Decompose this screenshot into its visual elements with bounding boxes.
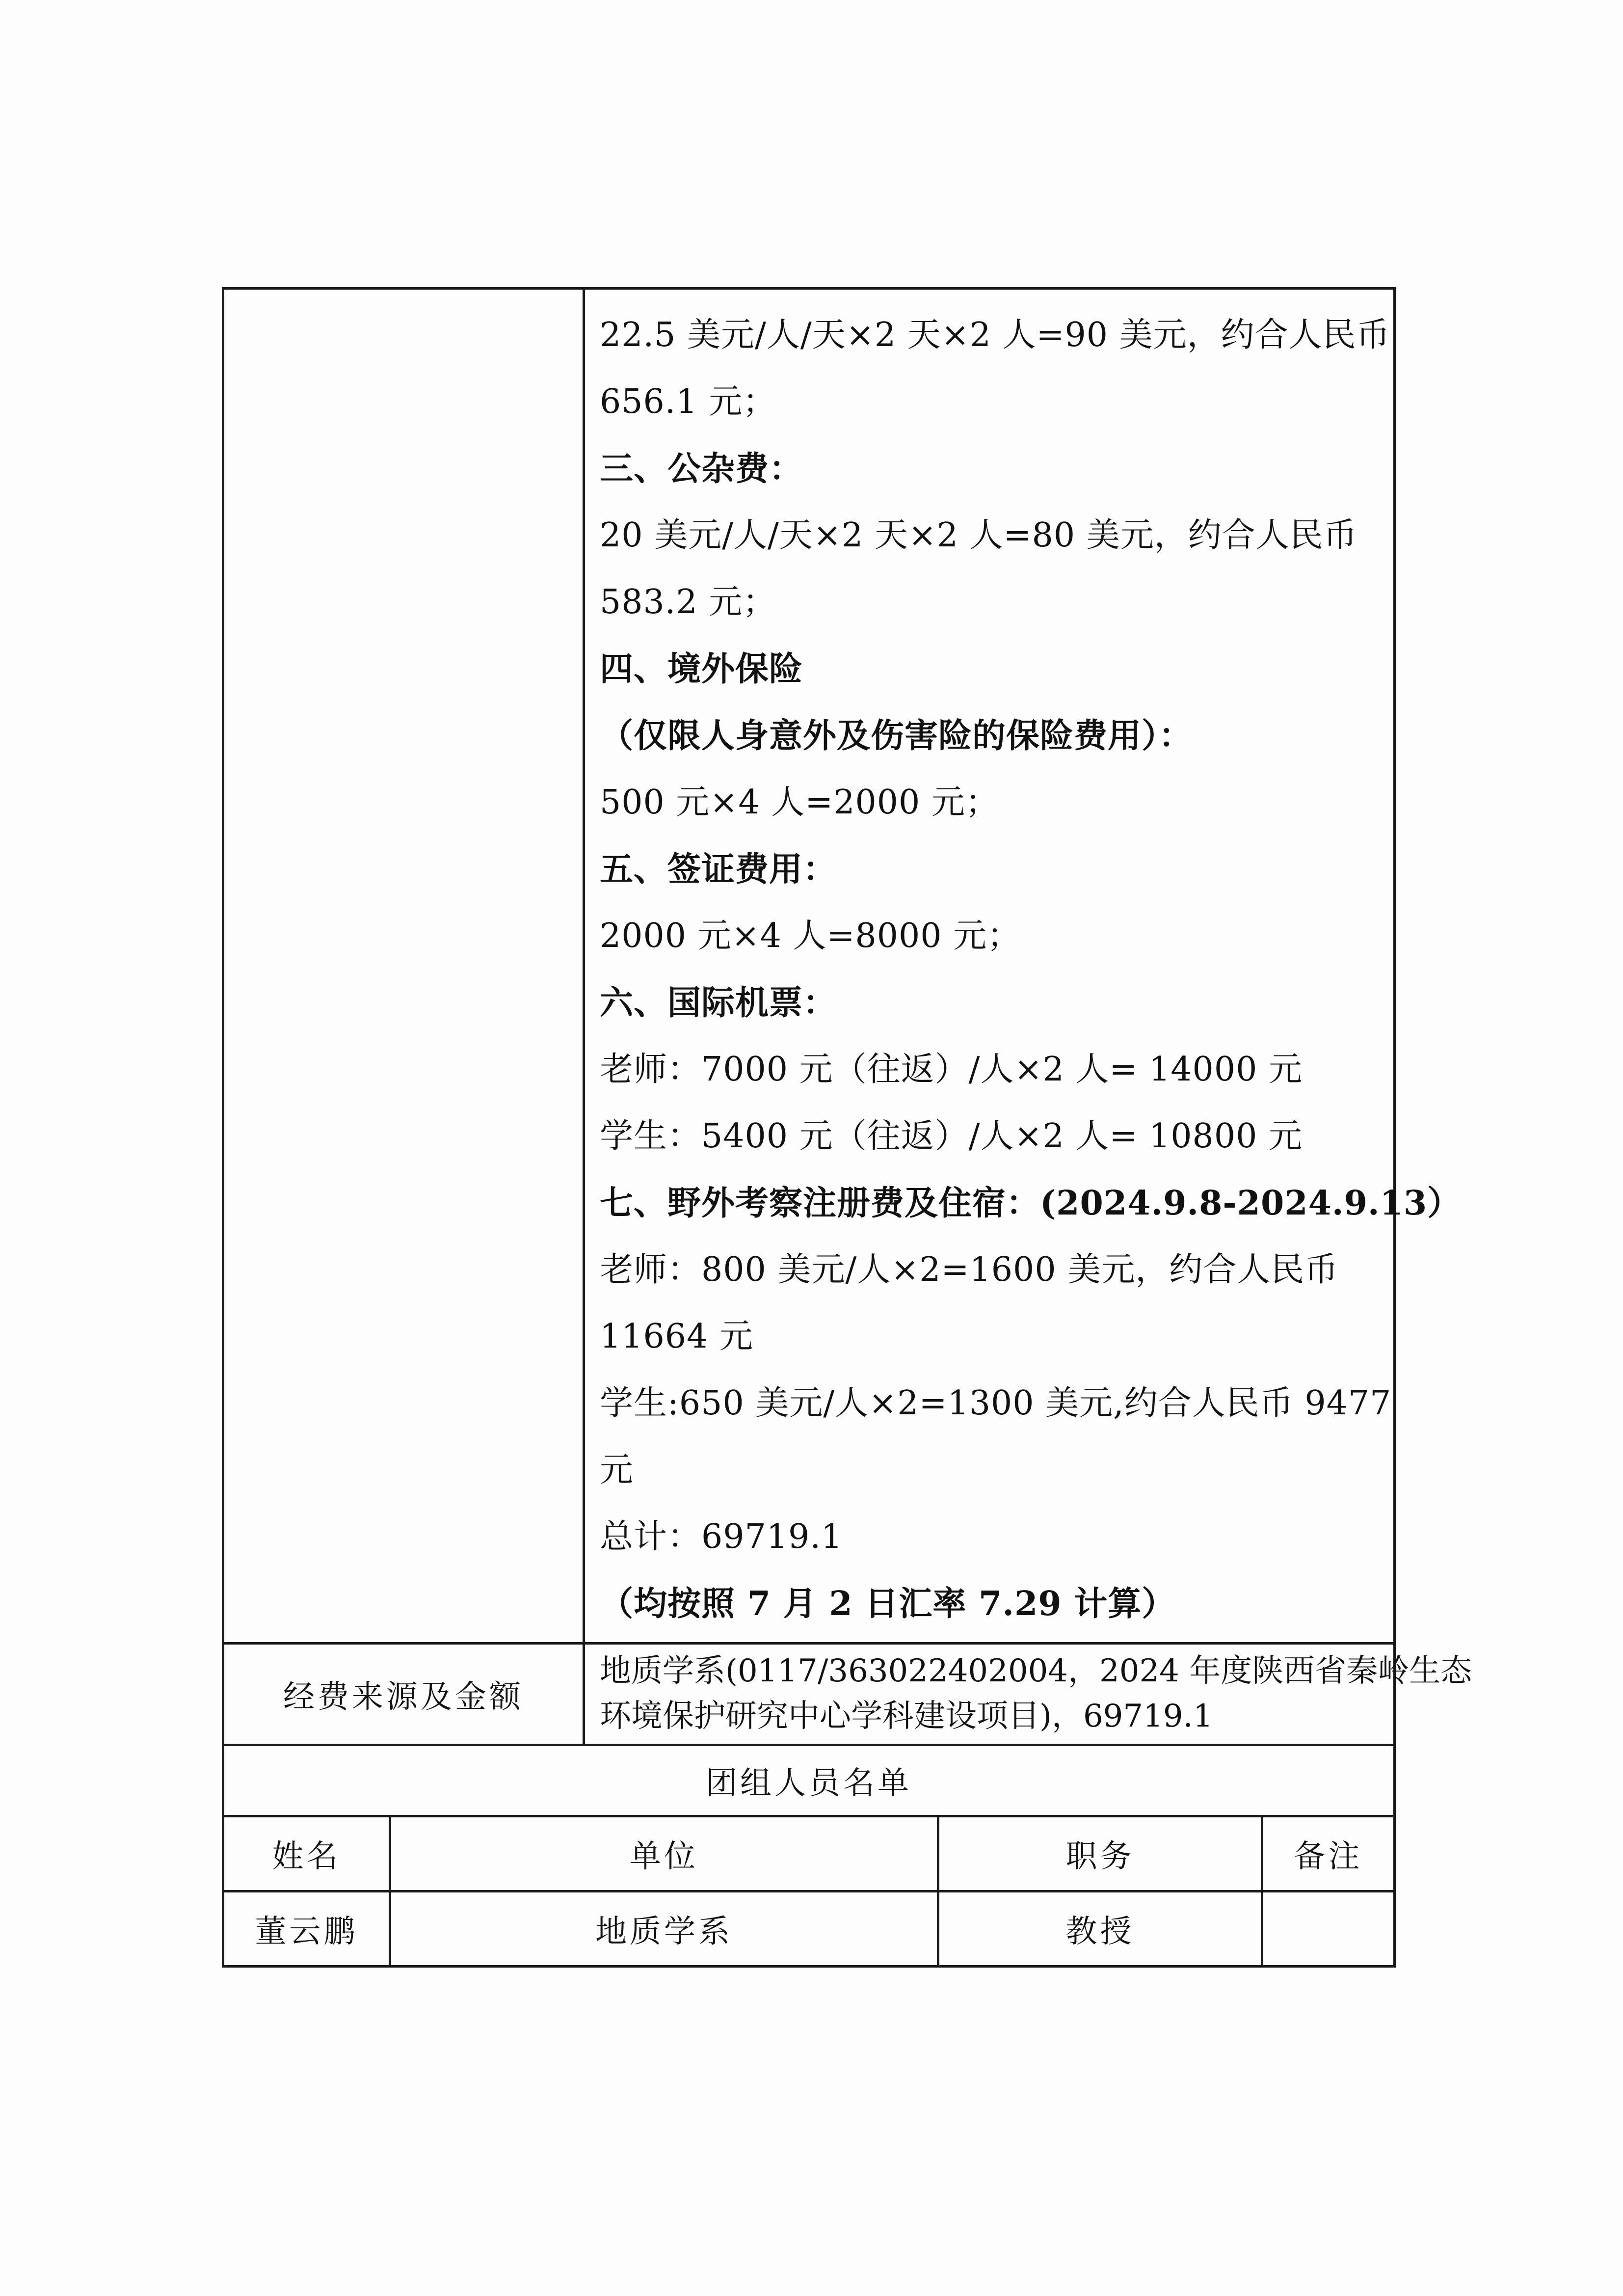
section-heading: 六、国际机票： [600, 983, 837, 1023]
team-title-row [223, 1745, 1395, 1816]
expense-line: 583.2 元； [600, 583, 777, 621]
team-member-row [223, 1891, 1395, 1967]
header-position: 职务 [938, 1816, 1262, 1891]
member-name: 董云鹏 [223, 1891, 390, 1967]
expense-line: 500 元×4 人=2000 元； [600, 783, 999, 822]
funding-line-1: 地质学系(0117/363022402004，2024 年度陕西省秦岭生态 [600, 1653, 1472, 1689]
expense-line: 22.5 美元/人/天×2 天×2 人=90 美元，约合人民币 [600, 316, 1390, 354]
expense-line: 老师：7000 元（往返）/人×2 人= 14000 元 [600, 1050, 1303, 1089]
expense-line: 总计：69719.1 [600, 1517, 843, 1556]
section-heading: 五、签证费用： [600, 850, 837, 889]
expense-details-cell [584, 289, 1462, 1644]
expense-line: 学生：5400 元（往返）/人×2 人= 10800 元 [600, 1117, 1303, 1156]
expense-line: 2000 元×4 人=8000 元； [600, 917, 1021, 955]
section-heading: 四、境外保险 [600, 649, 803, 689]
funding-value [584, 1644, 1472, 1745]
section-heading: （仅限人身意外及伤害险的保险费用）： [600, 716, 1193, 756]
member-position: 教授 [938, 1891, 1262, 1967]
section-heading: （均按照 7 月 2 日汇率 7.29 计算） [600, 1584, 1176, 1623]
team-header-row [223, 1816, 1395, 1891]
team-list-title: 团组人员名单 [223, 1745, 1395, 1816]
funding-row [223, 1644, 1395, 1745]
header-unit: 单位 [390, 1816, 938, 1891]
expense-line: 656.1 元； [600, 382, 777, 421]
member-unit: 地质学系 [390, 1891, 938, 1967]
section-heading: 三、公杂费： [600, 449, 803, 488]
funding-line-2: 环境保护研究中心学科建设项目)，69719.1 [600, 1698, 1213, 1734]
section-heading: 七、野外考察注册费及住宿：(2024.9.8-2024.9.13） [600, 1184, 1462, 1223]
details-row [223, 289, 1395, 1644]
expense-line: 学生:650 美元/人×2=1300 美元,约合人民币 9477 [600, 1384, 1392, 1423]
funding-label: 经费来源及金额 [223, 1644, 584, 1745]
empty-label-cell [223, 289, 584, 1644]
member-remarks [1262, 1891, 1395, 1967]
expense-line: 老师：800 美元/人×2=1600 美元，约合人民币 [600, 1250, 1339, 1289]
header-remarks: 备注 [1262, 1816, 1395, 1891]
expense-table [222, 287, 1472, 1968]
expense-line: 11664 元 [600, 1317, 753, 1356]
expense-line: 元 [600, 1451, 634, 1489]
expense-details [600, 302, 1462, 1637]
expense-line: 20 美元/人/天×2 天×2 人=80 美元，约合人民币 [600, 516, 1357, 555]
header-name: 姓名 [223, 1816, 390, 1891]
